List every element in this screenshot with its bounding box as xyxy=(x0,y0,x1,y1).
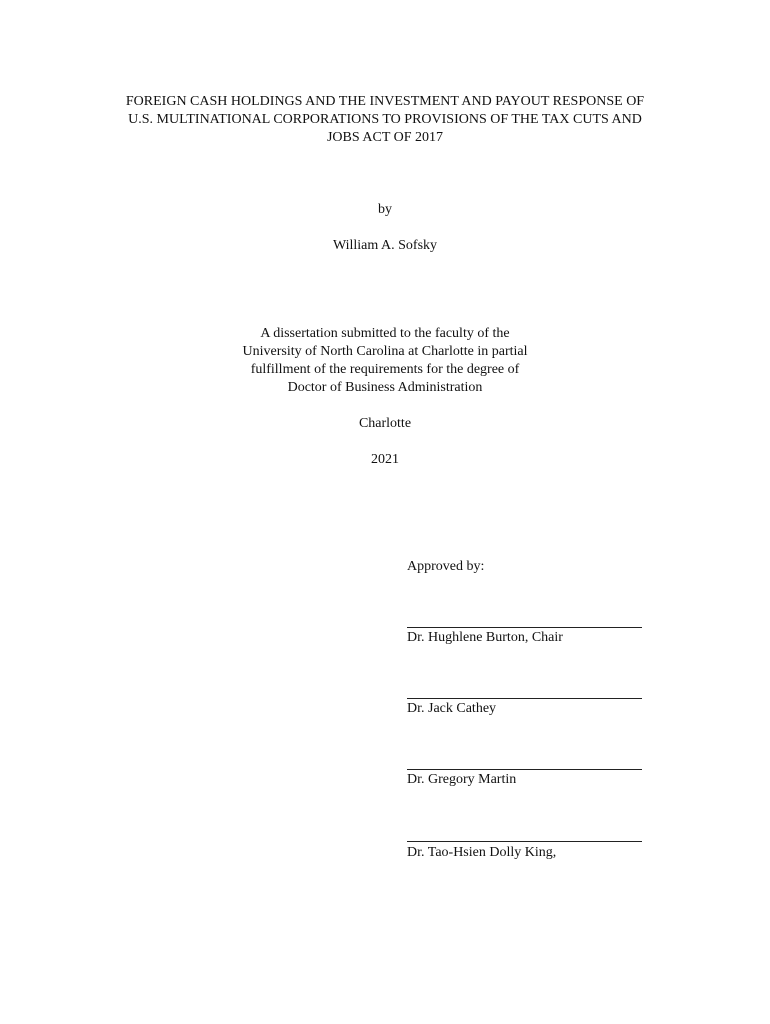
statement-line: A dissertation submitted to the faculty of the xyxy=(260,326,510,341)
title-line: U.S. MULTINATIONAL CORPORATIONS TO PROVISIONS OF THE TAX CUTS AND xyxy=(128,112,642,127)
signer-name: Dr. Tao-Hsien Dolly King, xyxy=(407,845,557,860)
signature-line xyxy=(407,698,642,699)
statement-line: University of North Carolina at Charlotte in partial xyxy=(242,344,528,359)
signer-name: Dr. Jack Cathey xyxy=(407,701,497,716)
author-name: William A. Sofsky xyxy=(332,238,438,253)
signer-name: Dr. Hughlene Burton, Chair xyxy=(407,630,563,645)
signature-line xyxy=(407,769,642,770)
statement-line: fulfillment of the requirements for the degree of xyxy=(250,362,520,377)
approved-by-heading: Approved by: xyxy=(407,559,485,574)
statement-line: Doctor of Business Administration xyxy=(287,380,483,395)
signature-line xyxy=(407,627,642,628)
year: 2021 xyxy=(371,452,399,467)
title-line: JOBS ACT OF 2017 xyxy=(326,130,444,145)
by-label: by xyxy=(378,202,392,217)
signer-name: Dr. Gregory Martin xyxy=(407,772,517,787)
signature-line xyxy=(407,841,642,842)
location: Charlotte xyxy=(358,416,412,431)
degree-statement xyxy=(0,325,770,397)
dissertation-title xyxy=(90,93,680,147)
title-line: FOREIGN CASH HOLDINGS AND THE INVESTMENT AND PAYOUT RESPONSE OF xyxy=(125,94,645,109)
